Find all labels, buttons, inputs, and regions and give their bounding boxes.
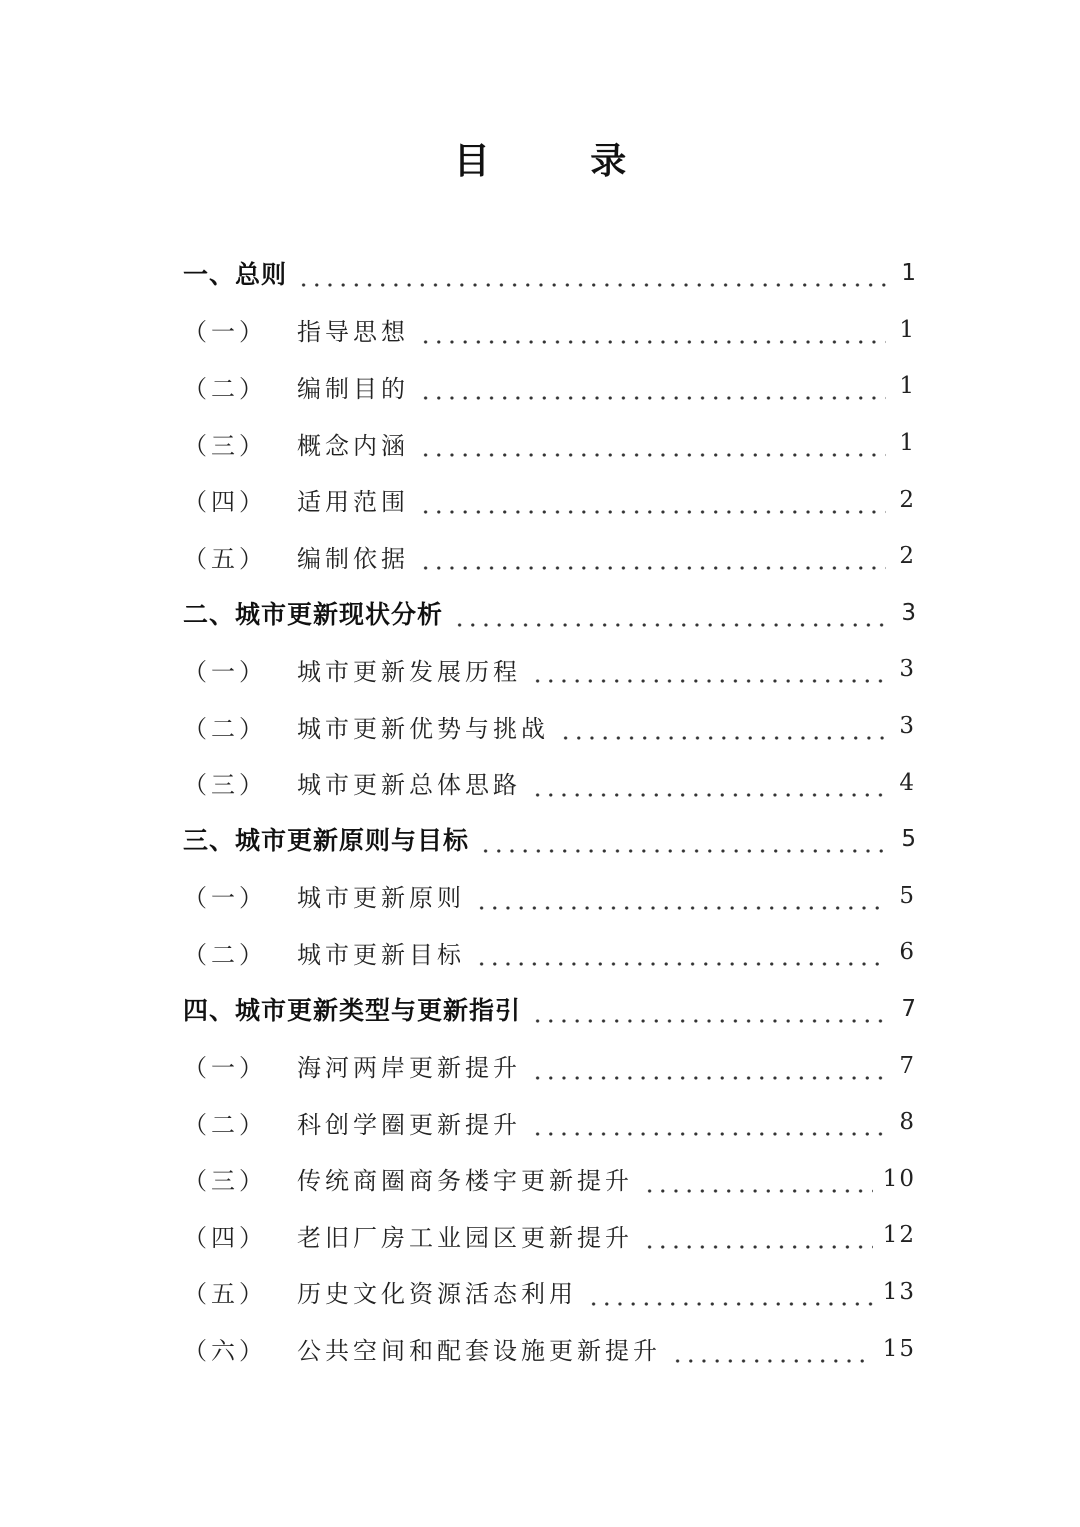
toc-entry-label: 城市更新总体思路 <box>297 771 521 800</box>
toc-section-entry[interactable] <box>183 698 916 755</box>
toc-entry-page-number: 3 <box>899 713 916 740</box>
toc-chapter-entry[interactable] <box>183 585 916 642</box>
toc-entry-label: 历史文化资源活态利用 <box>297 1280 577 1309</box>
toc-entry-number: （二） <box>183 374 267 403</box>
toc-entry-label: 海河两岸更新提升 <box>297 1054 521 1083</box>
toc-entry-label: 传统商圈商务楼宇更新提升 <box>297 1167 633 1196</box>
toc-entry-number: （三） <box>183 771 267 800</box>
dot-leader <box>297 270 886 288</box>
toc-entry-page-number: 3 <box>899 656 916 683</box>
toc-entry-label: 二、城市更新现状分析 <box>183 599 444 629</box>
toc-entry-label: 编制目的 <box>297 374 409 403</box>
toc-entry-page-number: 1 <box>901 260 916 287</box>
toc-section-entry[interactable] <box>183 1037 916 1094</box>
toc-entry-number: （一） <box>183 884 267 913</box>
toc-chapter-entry[interactable] <box>183 811 916 868</box>
toc-entry-number: （二） <box>183 1110 267 1139</box>
toc-entry-label: 一、总则 <box>183 260 288 290</box>
toc-chapter-entry[interactable] <box>183 981 916 1038</box>
toc-entry-number: （一） <box>183 1054 267 1083</box>
toc-entry-page-number: 2 <box>899 543 916 570</box>
toc-entry-page-number: 7 <box>901 996 916 1023</box>
toc-section-entry[interactable] <box>183 528 916 585</box>
toc-section-entry[interactable] <box>183 924 916 981</box>
toc-entry-label: 适用范围 <box>297 488 409 517</box>
toc-entry-page-number: 7 <box>899 1052 916 1079</box>
toc-entry-number: （一） <box>183 657 267 686</box>
toc-section-entry[interactable] <box>183 1207 916 1264</box>
toc-section-entry[interactable] <box>183 754 916 811</box>
toc-entry-page-number: 10 <box>882 1165 916 1192</box>
dot-leader <box>643 1232 873 1250</box>
dot-leader <box>643 1176 873 1194</box>
dot-leader <box>531 780 886 798</box>
dot-leader <box>453 610 886 628</box>
toc-section-entry[interactable] <box>183 358 916 415</box>
dot-leader <box>419 497 886 515</box>
toc-entry-label: 编制依据 <box>297 544 409 573</box>
dot-leader <box>531 1006 886 1024</box>
toc-entry-number: （二） <box>183 940 267 969</box>
dot-leader <box>671 1346 873 1364</box>
toc-entry-page-number: 8 <box>899 1109 916 1136</box>
toc-section-entry[interactable] <box>183 1264 916 1321</box>
toc-entry-label: 城市更新优势与挑战 <box>297 714 549 743</box>
dot-leader <box>419 553 886 571</box>
dot-leader <box>587 1289 873 1307</box>
toc-section-entry[interactable] <box>183 1320 916 1377</box>
toc-entry-label: 公共空间和配套设施更新提升 <box>297 1337 661 1366</box>
toc-entry-number: （一） <box>183 318 267 347</box>
toc-entry-number: （四） <box>183 488 267 517</box>
toc-entry-page-number: 1 <box>899 316 916 343</box>
toc-section-entry[interactable] <box>183 1094 916 1151</box>
toc-section-entry[interactable] <box>183 471 916 528</box>
toc-section-entry[interactable] <box>183 1151 916 1208</box>
toc-entry-label: 城市更新原则 <box>297 884 465 913</box>
dot-leader <box>419 327 886 345</box>
toc-entry-page-number: 4 <box>899 769 916 796</box>
toc-entry-page-number: 1 <box>899 430 916 457</box>
dot-leader <box>531 1119 886 1137</box>
dot-leader <box>419 440 886 458</box>
toc-entry-page-number: 5 <box>901 826 916 853</box>
toc-entry-number: （六） <box>183 1337 267 1366</box>
toc-entry-number: （二） <box>183 714 267 743</box>
toc-entry-label: 四、城市更新类型与更新指引 <box>183 996 522 1026</box>
toc-entry-page-number: 6 <box>899 939 916 966</box>
dot-leader <box>531 1063 886 1081</box>
toc-entry-label: 三、城市更新原则与目标 <box>183 826 470 856</box>
toc-entry-page-number: 12 <box>882 1222 916 1249</box>
toc-entry-page-number: 5 <box>899 882 916 909</box>
toc-section-entry[interactable] <box>183 302 916 359</box>
toc-entry-label: 老旧厂房工业园区更新提升 <box>297 1223 633 1252</box>
toc-entry-number: （五） <box>183 544 267 573</box>
toc-entry-number: （五） <box>183 1280 267 1309</box>
toc-entry-label: 城市更新目标 <box>297 940 465 969</box>
dot-leader <box>559 723 886 741</box>
table-of-contents <box>183 245 916 1377</box>
toc-entry-page-number: 1 <box>899 373 916 400</box>
toc-entry-label: 科创学圈更新提升 <box>297 1110 521 1139</box>
toc-entry-page-number: 13 <box>882 1278 916 1305</box>
dot-leader <box>475 949 886 967</box>
toc-section-entry[interactable] <box>183 415 916 472</box>
toc-entry-label: 概念内涵 <box>297 431 409 460</box>
toc-section-entry[interactable] <box>183 641 916 698</box>
dot-leader <box>479 836 886 854</box>
toc-entry-page-number: 2 <box>899 486 916 513</box>
toc-entry-page-number: 15 <box>882 1335 916 1362</box>
toc-entry-number: （三） <box>183 1167 267 1196</box>
toc-entry-number: （四） <box>183 1223 267 1252</box>
dot-leader <box>531 666 886 684</box>
toc-chapter-entry[interactable] <box>183 245 916 302</box>
toc-section-entry[interactable] <box>183 868 916 925</box>
toc-entry-label: 指导思想 <box>297 318 409 347</box>
toc-entry-number: （三） <box>183 431 267 460</box>
dot-leader <box>475 893 886 911</box>
page-title: 目 录 <box>453 141 671 182</box>
toc-entry-page-number: 3 <box>901 599 916 626</box>
dot-leader <box>419 383 886 401</box>
toc-entry-label: 城市更新发展历程 <box>297 657 521 686</box>
